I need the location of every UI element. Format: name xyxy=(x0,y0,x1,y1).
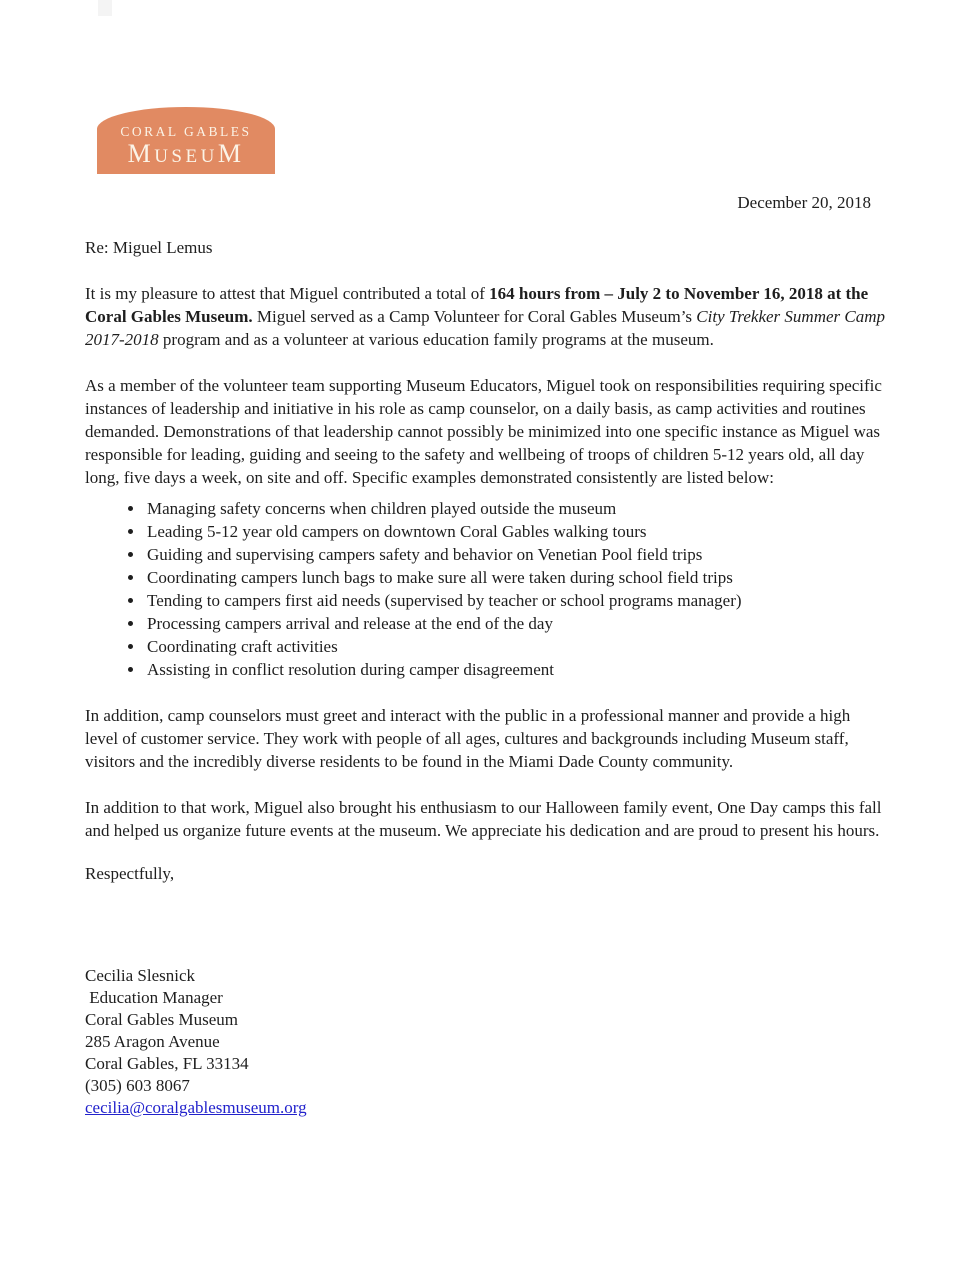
signature-block xyxy=(85,965,885,1119)
signer-phone: (305) 603 8067 xyxy=(85,1076,190,1095)
text-segment-bold-hours: 164 hours from – July 2 to November 16, 2018 at the Coral Gables Museum. xyxy=(85,284,869,326)
logo-text-coral-gables: CORAL GABLES xyxy=(120,124,252,139)
text-segment: Miguel served as a Camp Volunteer for Coral Gables Museum’s xyxy=(252,307,697,326)
signer-title: Education Manager xyxy=(85,988,223,1007)
list-item: • Tending to campers first aid needs (supervised by teacher or school programs manager) xyxy=(145,589,885,612)
text-segment: program and as a volunteer at various education family programs at the museum. xyxy=(158,330,714,349)
signer-organization: Coral Gables Museum xyxy=(85,1010,238,1029)
email-link[interactable]: cecilia@coralgablesmuseum.org xyxy=(85,1098,307,1117)
logo-letter-m: M xyxy=(217,139,245,168)
paragraph-other-events: In addition to that work, Miguel also brought his enthusiasm to our Halloween family event, One Day camps this fall and helped us organize future events at the museum. We appreciate his dedication and are proud to present his hours. xyxy=(85,798,882,840)
list-item: • Coordinating craft activities xyxy=(145,635,885,658)
coral-gables-museum-logo xyxy=(97,107,275,174)
logo-letter-m: M xyxy=(127,139,155,168)
re-line: Re: Miguel Lemus xyxy=(85,238,213,257)
signer-city-state-zip: Coral Gables, FL 33134 xyxy=(85,1054,249,1073)
list-item: • Assisting in conflict resolution during camper disagreement xyxy=(145,658,885,681)
list-item: • Coordinating campers lunch bags to make sure all were taken during school field trips xyxy=(145,566,885,589)
signer-name: Cecilia Slesnick xyxy=(85,966,196,985)
paragraph-intro xyxy=(85,282,885,351)
list-item: • Leading 5-12 year old campers on downtown Coral Gables walking tours xyxy=(145,520,885,543)
paragraph-responsibilities: As a member of the volunteer team supporting Museum Educators, Miguel took on responsibilities requiring specific instances of leadership and initiative in his role as camp counselor, on a daily basis, as camp activities and routines demanded. Demonstrations of that leadership cannot possibly be minimized into one specific instance as Miguel was responsible for leading, guiding and seeing to the safety and wellbeing of troops of children 5-12 years old, all day long, five days a week, on site and off. Specific examples demonstrated consistently are listed below: xyxy=(85,376,882,487)
signer-street-address: 285 Aragon Avenue xyxy=(85,1032,220,1051)
closing-salutation: Respectfully, xyxy=(85,864,175,883)
logo-letters-useu: USEU xyxy=(154,146,218,167)
text-segment-italic-camp-name: City Trekker Summer Camp 2017-2018 xyxy=(85,307,886,349)
text-segment: It is my pleasure to attest that Miguel contributed a total of xyxy=(85,284,490,303)
duties-list xyxy=(85,497,885,681)
scan-artifact xyxy=(98,0,112,16)
letter-date: December 20, 2018 xyxy=(737,193,871,212)
logo-text-museum xyxy=(97,140,275,171)
list-item: • Processing campers arrival and release at the end of the day xyxy=(145,612,885,635)
list-item: • Managing safety concerns when children played outside the museum xyxy=(145,497,885,520)
paragraph-public-service: In addition, camp counselors must greet and interact with the public in a professional manner and provide a high level of customer service. They work with people of all ages, cultures and backgrounds including Museum staff, visitors and the incredibly diverse residents to be found in the Miami Dade County community. xyxy=(85,706,851,771)
list-item: • Guiding and supervising campers safety and behavior on Venetian Pool field trips xyxy=(145,543,885,566)
